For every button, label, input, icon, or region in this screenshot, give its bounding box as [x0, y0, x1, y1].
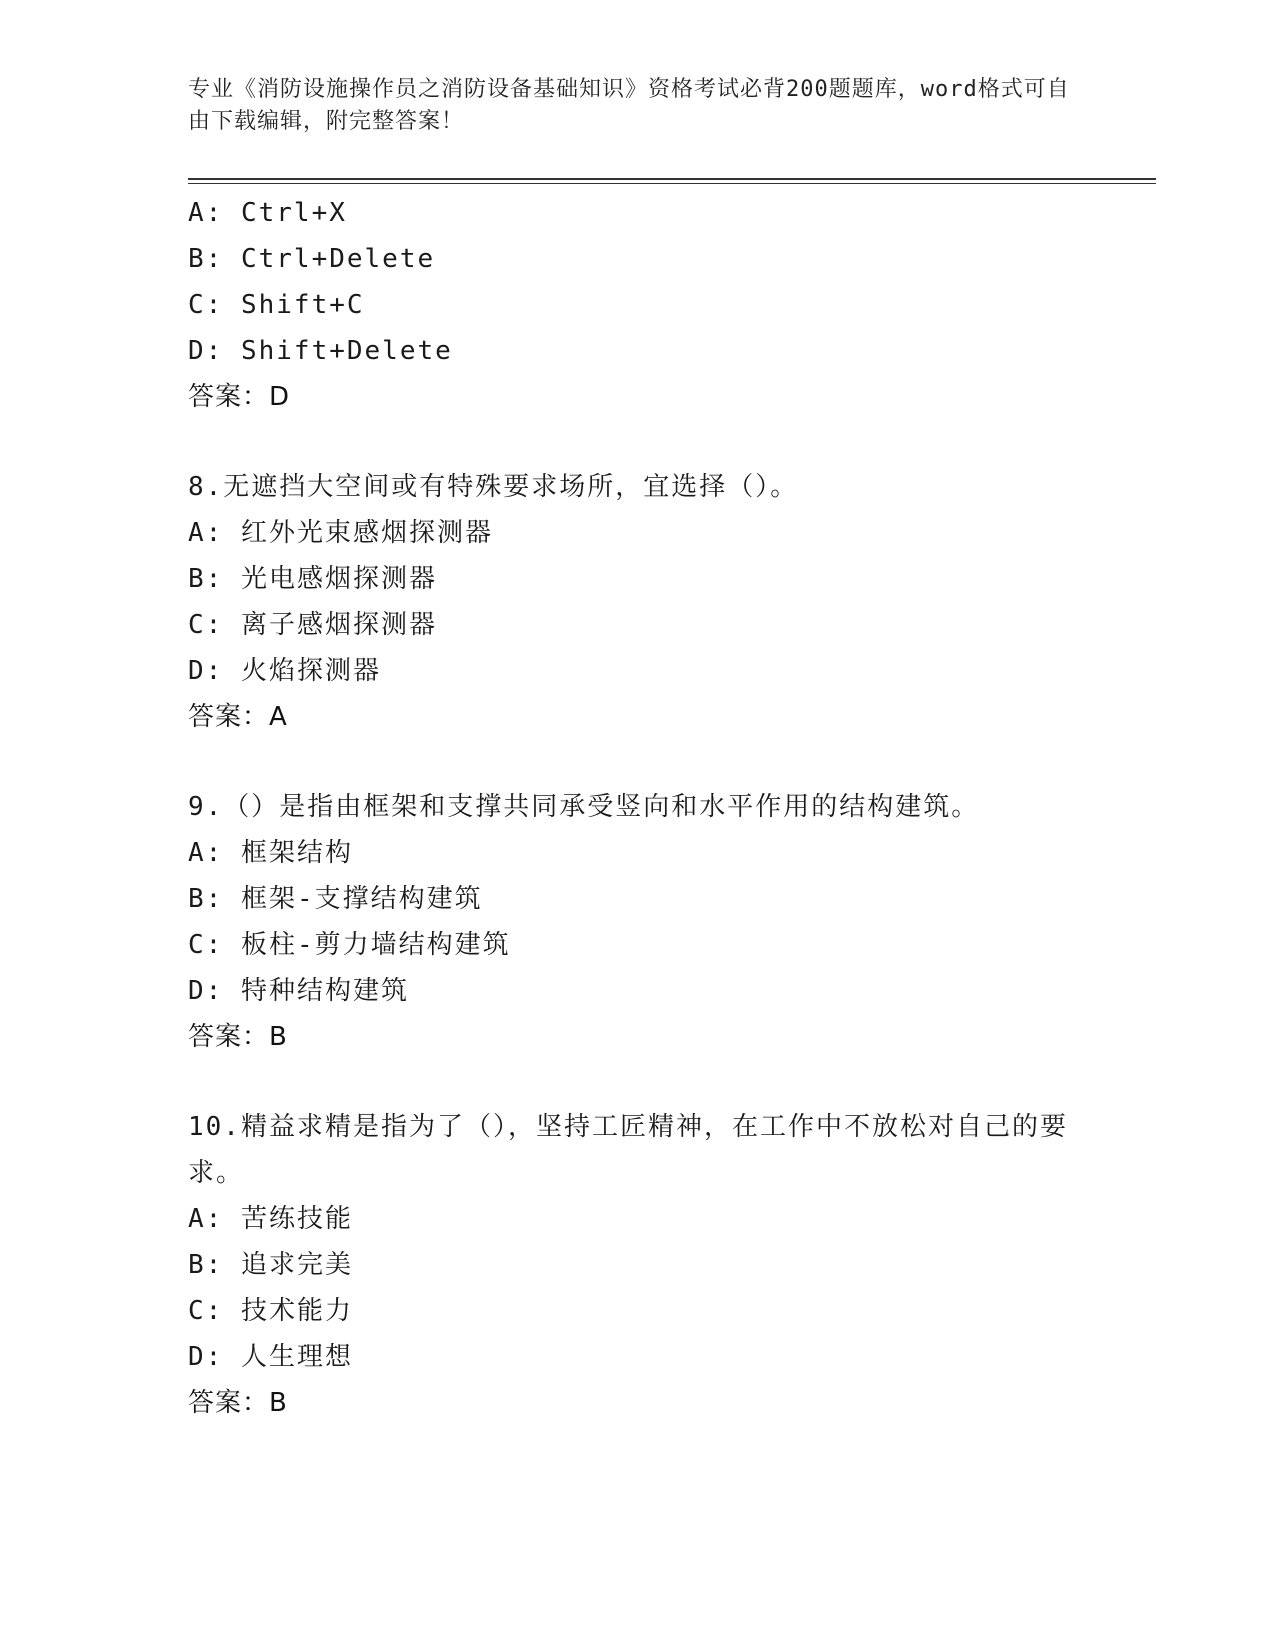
question-stem: 10.精益求精是指为了（），坚持工匠精神，在工作中不放松对自己的要求。: [188, 1112, 1068, 1188]
header-rule-thick: [188, 178, 1156, 180]
option-d: D: 特种结构建筑: [188, 976, 409, 1006]
option-d: D: Shift+Delete: [188, 336, 453, 366]
answer-line: 答案：B: [188, 1022, 288, 1052]
option-b: B: 框架-支撑结构建筑: [188, 884, 483, 914]
option-c: C: Shift+C: [188, 290, 365, 320]
answer-line: 答案：D: [188, 382, 291, 412]
document-header: 专业《消防设施操作员之消防设备基础知识》资格考试必背200题题库，word格式可自由下载编辑，附完整答案！: [188, 77, 1070, 134]
answer-line: 答案：A: [188, 702, 288, 732]
option-c: C: 板柱-剪力墙结构建筑: [188, 930, 511, 960]
option-c: C: 技术能力: [188, 1296, 353, 1326]
question-stem: 9.（）是指由框架和支撑共同承受竖向和水平作用的结构建筑。: [188, 792, 980, 822]
question-list: [188, 190, 1088, 1426]
question-7-block: [188, 190, 1088, 420]
option-a: A: 框架结构: [188, 838, 353, 868]
option-c: C: 离子感烟探测器: [188, 610, 437, 640]
option-b: B: 追求完美: [188, 1250, 353, 1280]
option-b: B: Ctrl+Delete: [188, 244, 436, 274]
option-d: D: 人生理想: [188, 1342, 353, 1372]
option-a: A: 红外光束感烟探测器: [188, 518, 493, 548]
answer-line: 答案：B: [188, 1388, 288, 1418]
spacer: [188, 420, 1088, 464]
question-9-block: [188, 784, 1088, 1060]
spacer: [188, 1060, 1088, 1104]
question-stem: 8.无遮挡大空间或有特殊要求场所，宜选择（）。: [188, 472, 799, 502]
spacer: [188, 740, 1088, 784]
question-8-block: [188, 464, 1088, 740]
option-d: D: 火焰探测器: [188, 656, 381, 686]
header-rule-thin: [188, 183, 1156, 184]
option-a: A: 苦练技能: [188, 1204, 353, 1234]
question-10-block: [188, 1104, 1088, 1426]
option-a: A: Ctrl+X: [188, 198, 347, 228]
option-b: B: 光电感烟探测器: [188, 564, 437, 594]
